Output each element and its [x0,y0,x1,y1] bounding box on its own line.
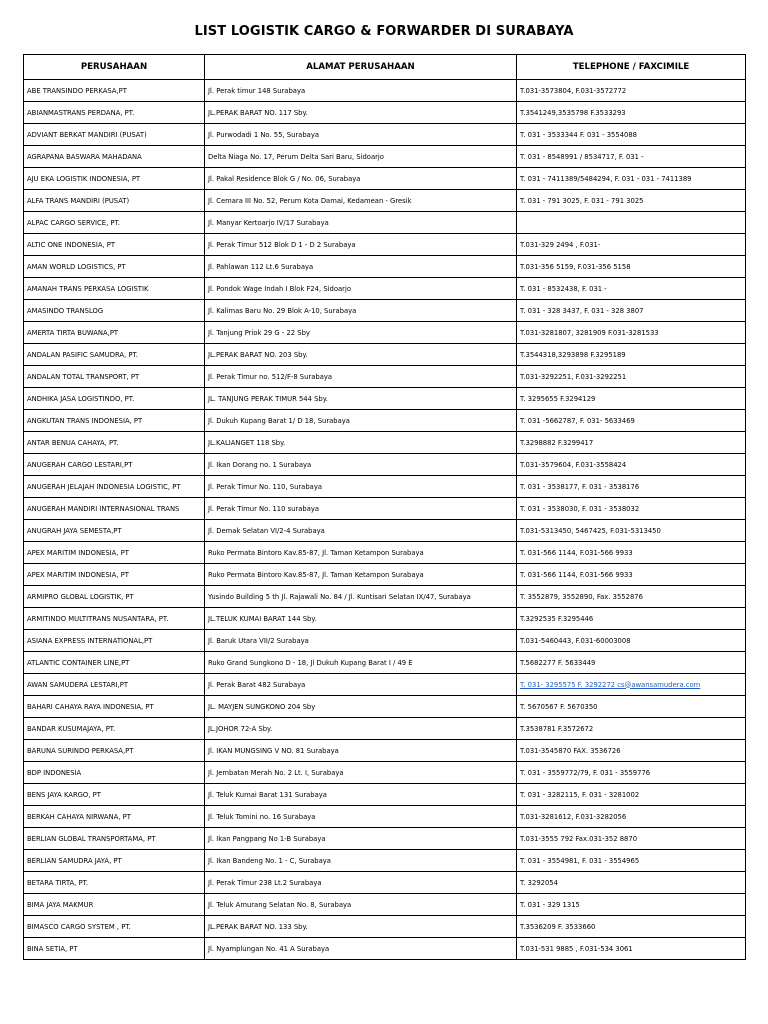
phone-cell: T. 031 - 3559772/79, F. 031 - 3559776 [517,762,746,784]
phone-cell: T.031-329 2494 , F.031- [517,234,746,256]
phone-cell: T.3292535 F.3295446 [517,608,746,630]
address-cell: Jl. Demak Selatan VI/2-4 Surabaya [205,520,517,542]
address-cell: Jl. Pondok Wage Indah I Blok F24, Sidoarjo [205,278,517,300]
table-row [24,718,746,740]
phone-cell: T. 031 - 7411389/5484294, F. 031 - 031 - 7411389 [517,168,746,190]
address-cell: Jl. Perak Timur no. 512/F-8 Surabaya [205,366,517,388]
company-cell: ABE TRANSINDO PERKASA,PT [24,80,205,102]
table-row [24,256,746,278]
address-cell: Jl. Perak Timur No. 110, Surabaya [205,476,517,498]
address-cell: JL.JOHOR 72-A Sby. [205,718,517,740]
address-cell: Jl. Ikan Dorang no. 1 Surabaya [205,454,517,476]
phone-cell: T. 3292054 [517,872,746,894]
phone-cell: T.031-5313450, 5467425, F.031-5313450 [517,520,746,542]
address-cell: JL.PERAK BARAT NO. 117 Sby. [205,102,517,124]
company-cell: AGRAPANA BASWARA MAHADANA [24,146,205,168]
table-row [24,300,746,322]
company-cell: APEX MARITIM INDONESIA, PT [24,564,205,586]
phone-cell: T. 3552879, 3552890, Fax. 3552876 [517,586,746,608]
phone-email-link[interactable]: T. 031- 3295575 F. 3292272 cs@awansamudera.com [517,674,746,696]
table-row [24,234,746,256]
phone-cell: T. 031 - 8548991 / 8534717, F. 031 - [517,146,746,168]
phone-cell: T. 3295655 F.3294129 [517,388,746,410]
table-row [24,322,746,344]
address-cell: Jl. Dukuh Kupang Barat 1/ D 18, Surabaya [205,410,517,432]
table-row [24,102,746,124]
column-header-phone: TELEPHONE / FAXCIMILE [517,55,746,80]
address-cell: Jl. Manyar Kertoarjo IV/17 Surabaya [205,212,517,234]
phone-cell: T.031-3292251, F.031-3292251 [517,366,746,388]
phone-cell: T.031-3579604, F.031-3558424 [517,454,746,476]
table-row [24,432,746,454]
address-cell: Yusindo Building 5 th Jl. Rajawali No. 84 / Jl. Kuntisari Selatan IX/47, Surabaya [205,586,517,608]
phone-cell: T. 031 - 328 3437, F. 031 - 328 3807 [517,300,746,322]
phone-cell: T. 031 - 3282115, F. 031 - 3281002 [517,784,746,806]
company-cell: AMAN WORLD LOGISTICS, PT [24,256,205,278]
phone-cell: T.5682277 F. 5633449 [517,652,746,674]
phone-cell: T.3536209 F. 3533660 [517,916,746,938]
company-cell: ANUGERAH JELAJAH INDONESIA LOGISTIC, PT [24,476,205,498]
table-row [24,740,746,762]
address-cell: Jl. Pakal Residence Blok G / No. 06, Surabaya [205,168,517,190]
company-cell: ANUGERAH CARGO LESTARI,PT [24,454,205,476]
address-cell: Jl. Pahlawan 112 Lt.6 Surabaya [205,256,517,278]
address-cell: Jl. Kalimas Baru No. 29 Blok A-10, Surabaya [205,300,517,322]
company-cell: BERKAH CAHAYA NIRWANA, PT [24,806,205,828]
column-header-address: ALAMAT PERUSAHAAN [205,55,517,80]
address-cell: JL.TELUK KUMAI BARAT 144 Sby. [205,608,517,630]
address-cell: Jl. Perak Timur No. 110 surabaya [205,498,517,520]
address-cell: Ruko Permata Bintoro Kav.85-87, Jl. Taman Ketampon Surabaya [205,542,517,564]
phone-cell: T. 031 -5662787, F. 031- 5633469 [517,410,746,432]
table-row [24,124,746,146]
address-cell: Jl. IKAN MUNGSING V NO. 81 Surabaya [205,740,517,762]
company-cell: BERLIAN GLOBAL TRANSPORTAMA, PT [24,828,205,850]
address-cell: Delta Niaga No. 17, Perum Delta Sari Baru, Sidoarjo [205,146,517,168]
address-cell: JL.PERAK BARAT NO. 133 Sby. [205,916,517,938]
table-row [24,520,746,542]
company-cell: AMASINDO TRANSLOG [24,300,205,322]
table-row [24,542,746,564]
company-cell: ANUGERAH MANDIRI INTERNASIONAL TRANS [24,498,205,520]
table-row [24,410,746,432]
table-row [24,190,746,212]
table-row [24,80,746,102]
address-cell: Ruko Permata Bintoro Kav.85-87, Jl. Taman Ketampon Surabaya [205,564,517,586]
phone-cell: T. 031-566 1144, F.031-566 9933 [517,564,746,586]
phone-cell: T.031-5460443, F.031-60003008 [517,630,746,652]
address-cell: Jl. Teluk Kumai Barat 131 Surabaya [205,784,517,806]
table-row [24,784,746,806]
company-cell: ATLANTIC CONTAINER LINE,PT [24,652,205,674]
company-cell: BERLIAN SAMUDRA JAYA, PT [24,850,205,872]
address-cell: Jl. Nyamplungan No. 41 A Surabaya [205,938,517,960]
table-row [24,366,746,388]
company-cell: ALPAC CARGO SERVICE, PT. [24,212,205,234]
table-row [24,586,746,608]
logistics-table [23,54,746,960]
table-row [24,850,746,872]
table-row [24,806,746,828]
table-row [24,344,746,366]
header-row [24,55,746,80]
address-cell: Jl. Perak timur 148 Surabaya [205,80,517,102]
phone-cell: T.3298882 F.3299417 [517,432,746,454]
table-row [24,168,746,190]
company-cell: ALFA TRANS MANDIRI (PUSAT) [24,190,205,212]
phone-cell [517,212,746,234]
phone-cell: T.031-3281612, F.031-3282056 [517,806,746,828]
phone-cell: T.031-356 5159, F.031-356 5158 [517,256,746,278]
company-cell: AJU EKA LOGISTIK INDONESIA, PT [24,168,205,190]
phone-cell: T. 031-566 1144, F.031-566 9933 [517,542,746,564]
table-row [24,608,746,630]
table-row [24,278,746,300]
address-cell: Jl. Perak Timur 512 Blok D 1 - D 2 Surabaya [205,234,517,256]
address-cell: Jl. Cemara III No. 52, Perum Kota Damai, Kedamean - Gresik [205,190,517,212]
address-cell: Jl. Teluk Tomini no. 16 Surabaya [205,806,517,828]
table-row [24,630,746,652]
company-cell: ABIANMASTRANS PERDANA, PT. [24,102,205,124]
table-row [24,652,746,674]
company-cell: ARMIPRO GLOBAL LOGISTIK, PT [24,586,205,608]
address-cell: JL.KALIANGET 118 Sby. [205,432,517,454]
company-cell: ANUGRAH JAYA SEMESTA,PT [24,520,205,542]
company-cell: BAHARI CAHAYA RAYA INDONESIA, PT [24,696,205,718]
phone-cell: T.3544318,3293898 F.3295189 [517,344,746,366]
company-cell: ADVIANT BERKAT MANDIRI (PUSAT) [24,124,205,146]
table-row [24,696,746,718]
phone-cell: T. 031 - 3538030, F. 031 - 3538032 [517,498,746,520]
company-cell: AMANAH TRANS PERKASA LOGISTIK [24,278,205,300]
column-header-company: PERUSAHAAN [24,55,205,80]
company-cell: BANDAR KUSUMAJAYA, PT. [24,718,205,740]
address-cell: JL.PERAK BARAT NO. 203 Sby. [205,344,517,366]
company-cell: BDP INDONESIA [24,762,205,784]
company-cell: ANGKUTAN TRANS INDONESIA, PT [24,410,205,432]
address-cell: Jl. Purwodadi 1 No. 55, Surabaya [205,124,517,146]
address-cell: JL. MAYJEN SUNGKONO 204 Sby [205,696,517,718]
company-cell: APEX MARITIM INDONESIA, PT [24,542,205,564]
phone-cell: T. 031 - 3533344 F. 031 - 3554088 [517,124,746,146]
table-row [24,498,746,520]
phone-cell: T.3538781 F.3572672 [517,718,746,740]
company-cell: BENS JAYA KARGO, PT [24,784,205,806]
address-cell: Jl. Baruk Utara VII/2 Surabaya [205,630,517,652]
address-cell: Jl. Teluk Amurang Selatan No. 8, Surabaya [205,894,517,916]
table-row [24,894,746,916]
phone-cell: T.031-3545870 FAX. 3536726 [517,740,746,762]
company-cell: ANDHIKA JASA LOGISTINDO, PT. [24,388,205,410]
address-cell: JL. TANJUNG PERAK TIMUR 544 Sby. [205,388,517,410]
company-cell: BIMA JAYA MAKMUR [24,894,205,916]
table-row [24,476,746,498]
phone-cell: T. 031 - 8532438, F. 031 - [517,278,746,300]
table-row [24,762,746,784]
address-cell: Jl. Perak Timur 238 Lt.2 Surabaya [205,872,517,894]
company-cell: ASIANA EXPRESS INTERNATIONAL,PT [24,630,205,652]
phone-cell: T.3541249,3535798 F.3533293 [517,102,746,124]
company-cell: BIMASCO CARGO SYSTEM , PT. [24,916,205,938]
document-title: LIST LOGISTIK CARGO & FORWARDER DI SURABAYA [194,24,574,39]
table-row [24,146,746,168]
address-cell: Jl. Jembatan Merah No. 2 Lt. I, Surabaya [205,762,517,784]
table-row [24,828,746,850]
phone-cell: T. 031 - 3554981, F. 031 - 3554965 [517,850,746,872]
company-cell: BARUNA SURINDO PERKASA,PT [24,740,205,762]
company-cell: AMERTA TIRTA BUWANA,PT [24,322,205,344]
company-cell: AWAN SAMUDERA LESTARI,PT [24,674,205,696]
address-cell: Ruko Grand Sungkono D - 18, Jl Dukuh Kupang Barat I / 49 E [205,652,517,674]
company-cell: ALTIC ONE INDONESIA, PT [24,234,205,256]
table-row [24,454,746,476]
phone-cell: T.031-3573804, F.031-3572772 [517,80,746,102]
phone-cell: T. 031 - 791 3025, F. 031 - 791 3025 [517,190,746,212]
phone-cell: T.031-3555 792 Fax.031-352 8870 [517,828,746,850]
address-cell: Jl. Ikan Pangpang No 1-B Surabaya [205,828,517,850]
table-row [24,388,746,410]
table-row [24,564,746,586]
table-row [24,916,746,938]
address-cell: Jl. Tanjung Priok 29 G - 22 Sby [205,322,517,344]
company-cell: ANDALAN TOTAL TRANSPORT, PT [24,366,205,388]
address-cell: Jl. Ikan Bandeng No. 1 - C, Surabaya [205,850,517,872]
table-row [24,938,746,960]
company-cell: ARMITINDO MULTITRANS NUSANTARA, PT. [24,608,205,630]
phone-cell: T.031-3281807, 3281909 F.031-3281533 [517,322,746,344]
phone-cell: T. 5670567 F. 5670350 [517,696,746,718]
address-cell: Jl. Perak Barat 482 Surabaya [205,674,517,696]
company-cell: BINA SETIA, PT [24,938,205,960]
table-row [24,674,746,696]
company-cell: ANDALAN PASIFIC SAMUDRA, PT. [24,344,205,366]
company-cell: ANTAR BENUA CAHAYA, PT. [24,432,205,454]
phone-cell: T.031-531 9885 , F.031-534 3061 [517,938,746,960]
phone-cell: T. 031 - 329 1315 [517,894,746,916]
table-row [24,212,746,234]
table-row [24,872,746,894]
phone-cell: T. 031 - 3538177, F. 031 - 3538176 [517,476,746,498]
company-cell: BETARA TIRTA, PT. [24,872,205,894]
